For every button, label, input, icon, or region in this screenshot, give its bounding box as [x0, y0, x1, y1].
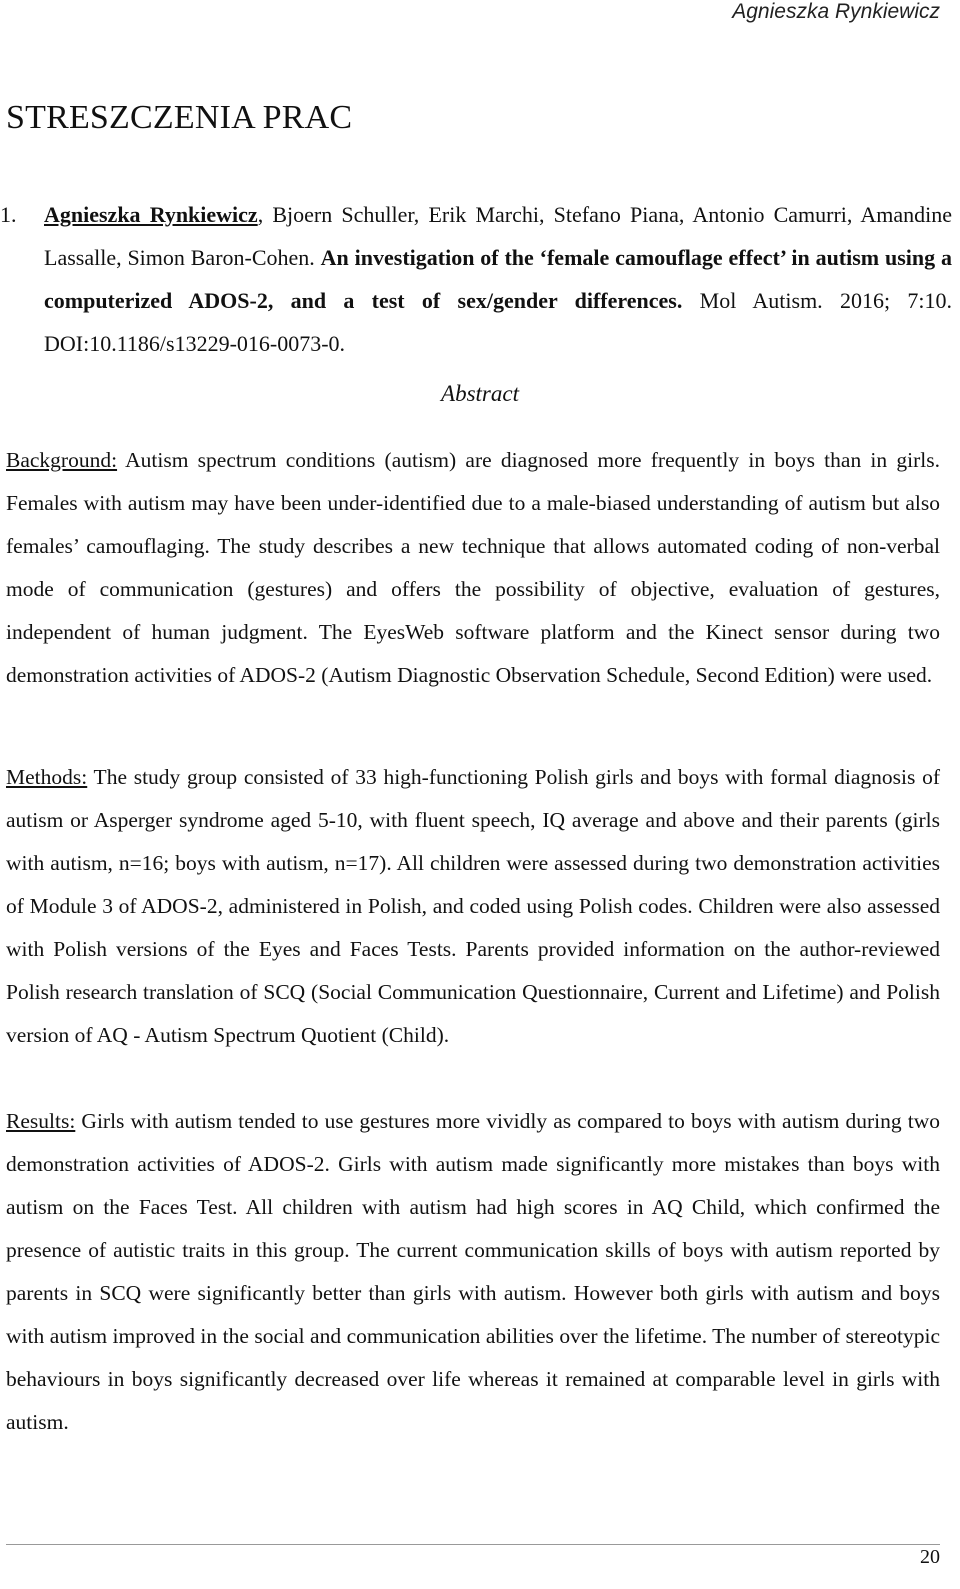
- running-header-author: Agnieszka Rynkiewicz: [732, 0, 940, 23]
- section-title: STRESZCZENIA PRAC: [6, 99, 353, 136]
- methods-text: The study group consisted of 33 high-functioning Polish girls and boys with formal diagnosis of autism or Asperger syndrome aged 5-10, with fluent speech, IQ average and above and their parents (girls with autism, n=16; boys with autism, n=17). All children were assessed during two demonstration activities of Module 3 of ADOS-2, administered in Polish, and coded using Polish codes. Children were also assessed with Polish versions of the Eyes and Faces Tests. Parents provided information on the author-reviewed Polish research translation of SCQ (Social Communication Questionnaire, Current and Lifetime) and Polish version of AQ - Autism Spectrum Quotient (Child).: [6, 765, 940, 1047]
- results-label: Results:: [6, 1109, 76, 1133]
- citation-number: 1.: [0, 202, 17, 227]
- abstract-results-paragraph: [6, 1100, 940, 1444]
- methods-label: Methods:: [6, 765, 88, 789]
- abstract-methods-paragraph: [6, 756, 940, 1057]
- abstract-background-paragraph: [6, 439, 940, 697]
- citation-coauthors: , Bjoern Schuller, Erik Marchi, Stefano Piana, Antonio Camurri, Amandine Lassalle, Simon Baron-Cohen.: [44, 202, 952, 270]
- page-number: 20: [920, 1546, 940, 1568]
- footer-divider: [6, 1544, 940, 1545]
- citation-title: An investigation of the ‘female camouflage effect’ in autism using a computerized ADOS-2, and a test of sex/gender differences.: [44, 245, 952, 313]
- background-text: Autism spectrum conditions (autism) are diagnosed more frequently in boys than in girls. Females with autism may have been under-identified due to a male-biased understanding of autism but also females’ camouflaging. The study describes a new technique that allows automated coding of non-verbal mode of communication (gestures) and offers the possibility of objective, evaluation of gestures, independent of human judgment. The EyesWeb software platform and the Kinect sensor during two demonstration activities of ADOS-2 (Autism Diagnostic Observation Schedule, Second Edition) were used.: [6, 448, 940, 687]
- citation-lead-author: Agnieszka Rynkiewicz: [44, 202, 258, 227]
- citation-entry: [0, 193, 952, 365]
- background-label: Background:: [6, 448, 118, 472]
- results-text: Girls with autism tended to use gestures more vividly as compared to boys with autism during two demonstration activities of ADOS-2. Girls with autism made significantly more mistakes than boys with autism on the Faces Test. All children with autism had high scores in AQ Child, which confirmed the presence of autistic traits in this group. The current communication skills of boys with autism reported by parents in SCQ were significantly better than girls with autism. However both girls with autism and boys with autism improved in the social and communication abilities over the lifetime. The number of stereotypic behaviours in boys significantly decreased over life whereas it remained at comparable level in girls with autism.: [6, 1109, 940, 1434]
- abstract-heading: Abstract: [441, 381, 519, 406]
- citation-journal: Mol Autism. 2016; 7:10. DOI:10.1186/s13229-016-0073-0.: [44, 288, 952, 356]
